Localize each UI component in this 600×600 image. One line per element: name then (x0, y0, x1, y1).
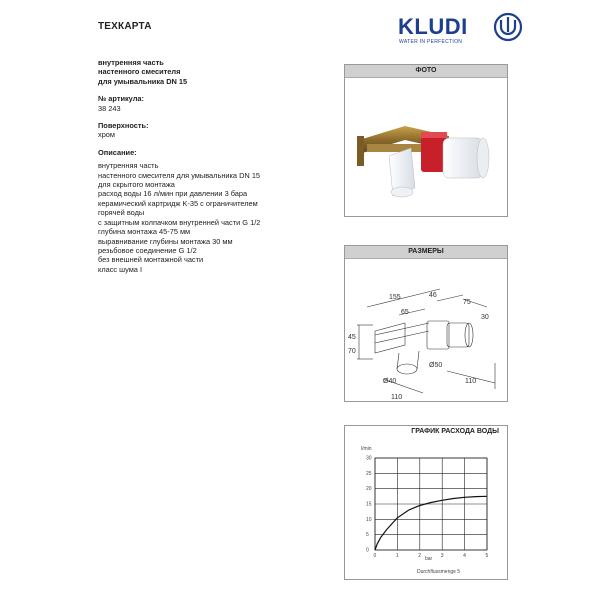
dim-75: 75 (463, 299, 471, 306)
product-name-line: настенного смесителя (98, 67, 181, 77)
x-tick-label: 0 (373, 553, 377, 559)
kludi-logo-icon (493, 12, 523, 42)
photo-panel-title: ФОТО (345, 65, 507, 78)
chart-ylabel: l/min (361, 446, 372, 452)
y-tick-label: 20 (366, 486, 372, 493)
dimension-drawing (345, 259, 507, 401)
series-line (375, 496, 487, 550)
dim-110-right: 110 (465, 378, 477, 385)
article-label: № артикула: (98, 94, 144, 104)
description-line: класс шума I (98, 264, 143, 274)
surface-value: хром (98, 130, 115, 140)
x-tick-label: 1 (395, 553, 399, 559)
description-line: расход воды 16 л/мин при давлении 3 бара (98, 189, 248, 199)
x-tick-label: 5 (485, 553, 489, 559)
x-tick-label: 4 (463, 553, 466, 559)
product-info (98, 58, 333, 274)
description-line: резьбовое соединение G 1/2 (98, 245, 197, 255)
surface-label: Поверхность: (98, 121, 149, 131)
dim-65: 65 (401, 309, 409, 316)
description-line: керамический картридж K-35 с ограничителем (98, 198, 258, 208)
description-line: выравнивание глубины монтажа 30 мм (98, 236, 233, 246)
chart-footer: Durchflussmenge 5 (417, 569, 461, 575)
description-line: горячей воды (98, 208, 145, 218)
flow-chart (345, 438, 507, 578)
page-title: ТЕХКАРТА (98, 21, 152, 32)
dim-45: 45 (348, 334, 356, 341)
y-tick-label: 5 (366, 532, 369, 539)
product-name-line: внутренняя часть (98, 58, 164, 67)
brand-logo (398, 12, 523, 48)
chart-xlabel: bar (425, 556, 433, 562)
y-tick-label: 0 (366, 547, 369, 554)
description-line: внутренняя часть (98, 161, 159, 171)
dim-70: 70 (348, 348, 356, 355)
description-line: с защитным колпачком внутренней части G 1/2 (98, 217, 261, 227)
dimensions-panel (344, 245, 508, 402)
photo-panel (344, 64, 508, 217)
flow-chart-panel (344, 425, 508, 580)
description-line: для скрытого монтажа (98, 180, 175, 190)
product-name-line: для умывальника DN 15 (98, 76, 188, 86)
description-line: глубина монтажа 45-75 мм (98, 227, 191, 237)
y-tick-label: 10 (366, 516, 372, 523)
article-value: 38 243 (98, 103, 121, 113)
dim-155: 155 (389, 294, 401, 301)
y-tick-label: 25 (366, 470, 372, 477)
logo-word: KLUDI (398, 14, 468, 39)
description-label: Описание: (98, 147, 137, 157)
description-line: без внешней монтажной части (98, 255, 204, 265)
x-tick-label: 3 (440, 553, 444, 559)
dim-110-left: 110 (391, 394, 403, 401)
product-photo (345, 78, 507, 216)
dimensions-panel-title: РАЗМЕРЫ (345, 246, 507, 259)
description-line: настенного смесителя для умывальника DN 15 (98, 170, 261, 180)
dim-diameter-50: Ø50 (429, 362, 443, 369)
logo-tagline: WATER IN PERFECTION (399, 39, 463, 45)
dim-diameter-40: Ø40 (383, 378, 397, 385)
flow-chart-title: ГРАФИК РАСХОДА ВОДЫ (345, 426, 507, 438)
dim-46: 46 (429, 292, 437, 299)
x-tick-label: 2 (418, 553, 422, 559)
y-tick-label: 30 (366, 455, 372, 462)
y-tick-label: 15 (366, 501, 372, 508)
dim-30: 30 (481, 314, 489, 321)
